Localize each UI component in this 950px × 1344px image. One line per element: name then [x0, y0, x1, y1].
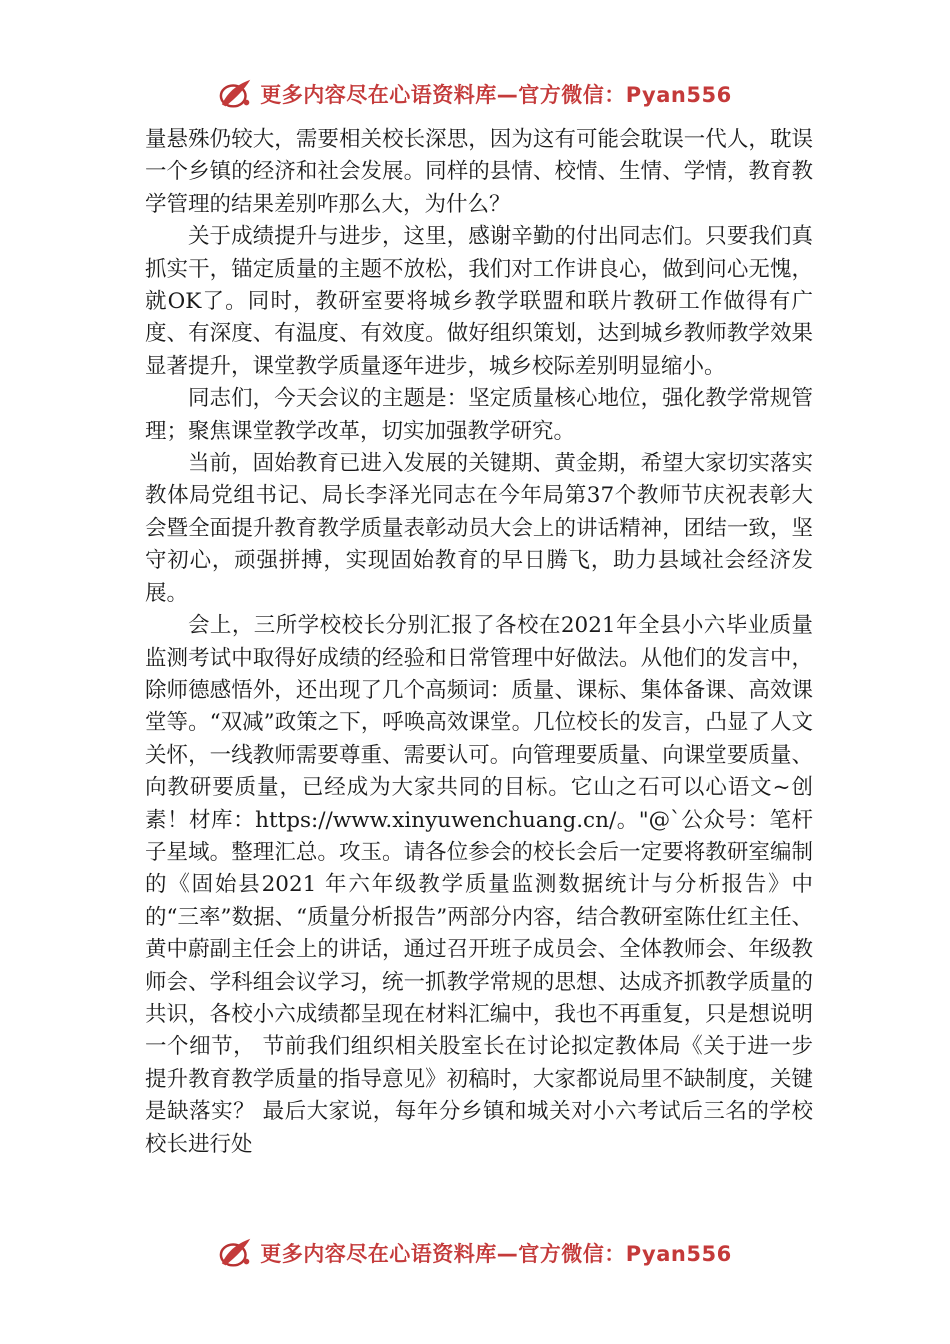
- paragraph-continued: 量悬殊仍较大，需要相关校长深思，因为这有可能会耽误一代人，耽误一个乡镇的经济和社会发展。同样的县情、校情、生情、学情，教育教学管理的结果差别咋那么大，为什么？: [145, 127, 813, 217]
- ink-brush-logo-icon: [218, 76, 256, 112]
- paragraph: 关于成绩提升与进步，这里，感谢辛勤的付出同志们。只要我们真抓实干，锚定质量的主题不放松，我们对工作讲良心，做到问心无愧，就OK了。同时，教研室要将城乡教学联盟和联片教研工作做得有广度、有深度、有温度、有效度。做好组织策划，达到城乡教师教学效果显著提升，课堂教学质量逐年进步，城乡校际差别明显缩小。: [145, 224, 813, 379]
- paragraph: 同志们，今天会议的主题是：坚定质量核心地位，强化教学常规管理；聚焦课堂教学改革，切实加强教学研究。: [145, 386, 813, 444]
- document-body: [145, 124, 813, 1161]
- header-banner: [0, 74, 950, 114]
- ink-brush-logo-icon: [218, 1235, 256, 1271]
- footer-banner: [0, 1233, 950, 1273]
- paragraph: 会上，三所学校校长分别汇报了各校在2021年全县小六毕业质量监测考试中取得好成绩的经验和日常管理中好做法。从他们的发言中，除师德感悟外，还出现了几个高频词：质量、课标、集体备课、高效课堂等。“双减”政策之下，呼唤高效课堂。几位校长的发言，凸显了人文关怀，一线教师需要尊重、需要认可。向管理要质量、向课堂要质量、向教研要质量，已经成为大家共同的目标。它山之石可以心语文~创素！材库：https://www.xinyuwenchuang.cn/。"@`公众号：笔杆子星域。整理汇总。攻玉。请各位参会的校长会后一定要将教研室编制的《固始县2021 年六年级教学质量监测数据统计与分析报告》中的“三率”数据、“质量分析报告”两部分内容，结合教研室陈仕红主任、黄中蔚副主任会上的讲话，通过召开班子成员会、全体教师会、年级教师会、学科组会议学习，统一抓教学常规的思想、达成齐抓教学质量的共识，各校小六成绩都呈现在材料汇编中，我也不再重复，只是想说明一个细节， 节前我们组织相关股室长在讨论拟定教体局《关于进一步提升教育教学质量的指导意见》初稿时，大家都说局里不缺制度，关键是缺落实？ 最后大家说，每年分乡镇和城关对小六考试后三名的学校校长进行处: [145, 613, 813, 1157]
- paragraph: 当前，固始教育已进入发展的关键期、黄金期，希望大家切实落实教体局党组书记、局长李泽光同志在今年局第37个教师节庆祝表彰大会暨全面提升教育教学质量表彰动员大会上的讲话精神，团结一致，坚守初心，顽强拼搏，实现固始教育的早日腾飞，助力县域社会经济发展。: [145, 451, 813, 606]
- banner-text: 更多内容尽在心语资料库—官方微信：Pyan556: [260, 1242, 732, 1266]
- banner-text: 更多内容尽在心语资料库—官方微信：Pyan556: [260, 83, 732, 107]
